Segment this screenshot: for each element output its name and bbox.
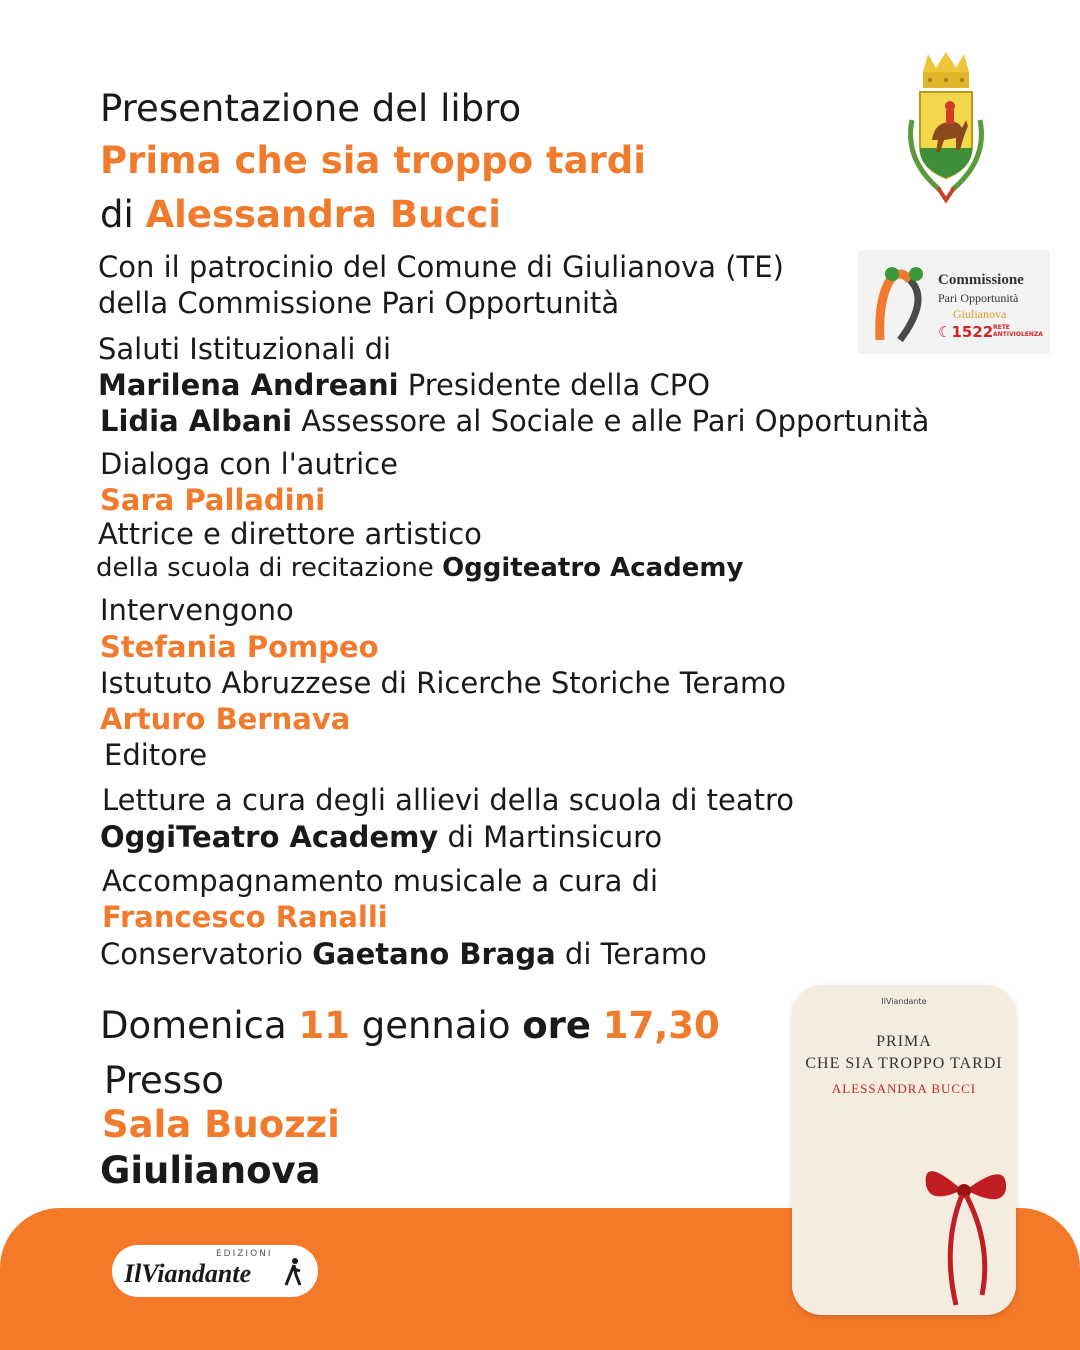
publisher-logo-label: EDIZIONI xyxy=(216,1249,273,1259)
cpo-logo xyxy=(858,250,1050,354)
cpo-line-2: Pari Opportunità xyxy=(938,291,1019,305)
readings-suffix: di Martinsicuro xyxy=(447,820,663,854)
dialogue-label: Dialoga con l'autrice xyxy=(100,447,398,481)
venue-label: Presso xyxy=(104,1059,225,1102)
publisher-logo xyxy=(112,1245,318,1297)
event-time: 17,30 xyxy=(602,1004,720,1047)
book-cover-author: ALESSANDRA BUCCI xyxy=(831,1081,977,1096)
music-prefix: Conservatorio xyxy=(100,937,304,971)
author-line xyxy=(100,192,501,238)
patronage-line-2: della Commissione Pari Opportunità xyxy=(98,286,620,320)
venue-name: Sala Buozzi xyxy=(102,1103,340,1146)
readings-org: OggiTeatro Academy xyxy=(100,820,439,854)
walker-icon xyxy=(284,1257,304,1287)
dialogue-role-2-org: Oggiteatro Academy xyxy=(442,553,744,583)
music-name: Francesco Ranalli xyxy=(102,900,388,934)
dialogue-role-2 xyxy=(96,551,743,585)
music-label: Accompagnamento musicale a cura di xyxy=(102,864,659,898)
book-title: Prima che sia troppo tardi xyxy=(100,139,646,182)
cpo-number-value: 1522 xyxy=(951,323,994,341)
speaker-1-name: Stefania Pompeo xyxy=(100,630,379,664)
speaker-2-name: Arturo Bernava xyxy=(100,702,351,736)
greetings-person-1-role: Presidente della CPO xyxy=(407,368,711,402)
greetings-person-2-role: Assessore al Sociale e alle Pari Opportunità xyxy=(301,404,930,438)
patronage-line-1: Con il patrocinio del Comune di Giulianova (TE) xyxy=(98,250,784,284)
event-date xyxy=(100,1003,720,1049)
event-day: Domenica xyxy=(100,1004,287,1047)
cpo-mark-icon xyxy=(870,260,940,344)
dialogue-name: Sara Palladini xyxy=(100,483,326,517)
speaker-1-role: Istututo Abruzzese di Ricerche Storiche Teramo xyxy=(100,666,787,700)
readings-line-2 xyxy=(100,819,662,855)
ribbon-bow-icon xyxy=(912,1145,1016,1315)
coat-of-arms-emblem xyxy=(890,50,1000,210)
author-name: Alessandra Bucci xyxy=(145,193,501,236)
speakers-label: Intervengono xyxy=(100,593,294,627)
by-label: di xyxy=(100,193,134,236)
greetings-person-2-name: Lidia Albani xyxy=(100,404,293,438)
cpo-line-3: Giulianova xyxy=(953,307,1007,321)
greetings-label: Saluti Istituzionali di xyxy=(98,332,392,366)
cpo-tag xyxy=(993,324,1043,338)
dialogue-role-1: Attrice e direttore artistico xyxy=(98,517,482,551)
cpo-tag-1: RETE xyxy=(993,324,1010,331)
cpo-number: ☾1522 xyxy=(938,323,994,341)
intro-text: Presentazione del libro xyxy=(100,87,522,130)
event-time-label: ore xyxy=(522,1004,591,1047)
music-line xyxy=(100,936,707,972)
dialogue-role-2-prefix: della scuola di recitazione xyxy=(96,553,434,583)
cpo-line-1: Commissione xyxy=(938,272,1024,288)
music-org: Gaetano Braga xyxy=(312,937,556,971)
publisher-logo-name: IlViandante xyxy=(124,1259,252,1288)
event-date-num: 11 xyxy=(298,1004,350,1047)
book-cover-publisher: IlViandante xyxy=(881,997,927,1006)
music-suffix: di Teramo xyxy=(564,937,707,971)
book-cover-title-2: CHE SIA TROPPO TARDI xyxy=(805,1055,1003,1072)
event-month: gennaio xyxy=(361,1004,511,1047)
venue-city: Giulianova xyxy=(100,1149,321,1192)
cpo-tag-2: ANTIVIOLENZA xyxy=(993,331,1043,338)
speaker-2-role: Editore xyxy=(104,738,208,772)
readings-line-1: Letture a cura degli allievi della scuola di teatro xyxy=(102,783,795,817)
greetings-person-1-name: Marilena Andreani xyxy=(98,368,399,402)
greetings-person-1 xyxy=(98,367,710,403)
greetings-person-2 xyxy=(100,403,929,439)
book-cover xyxy=(792,985,1016,1315)
book-cover-title-1: PRIMA xyxy=(876,1033,932,1050)
